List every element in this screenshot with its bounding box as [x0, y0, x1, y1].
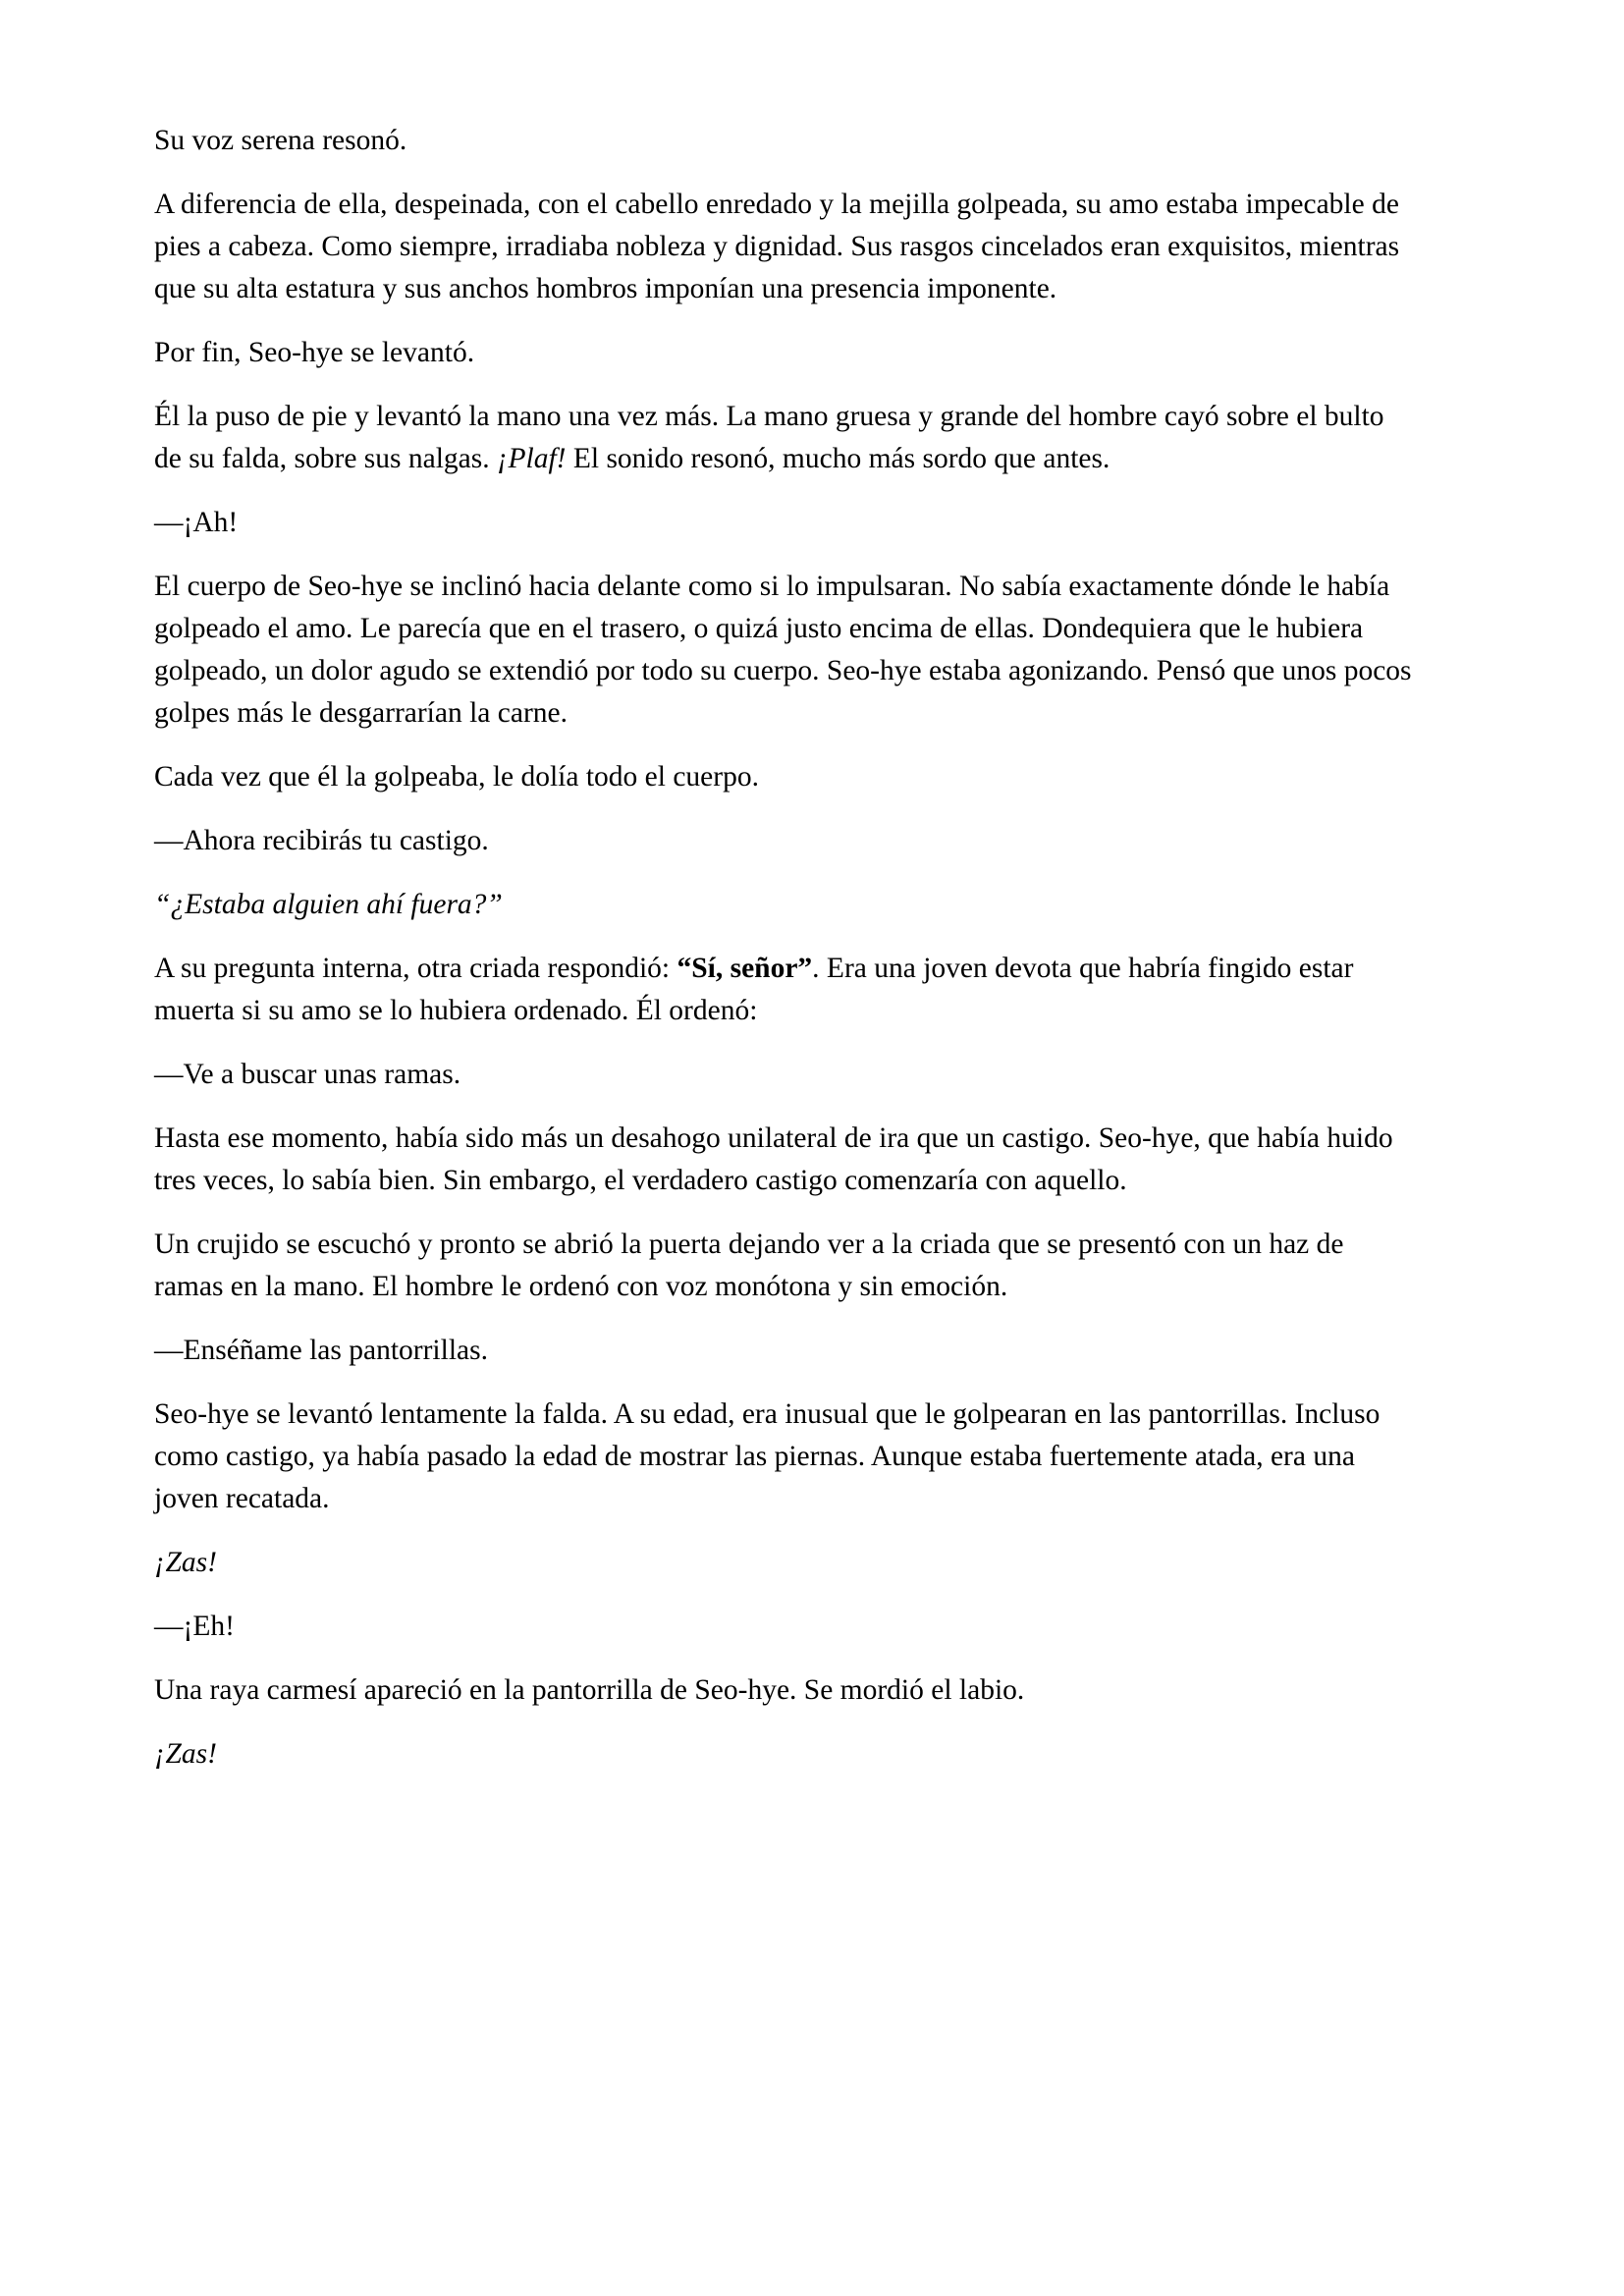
sound-effect-zas-1: ¡Zas! — [154, 1547, 217, 1578]
paragraph-1: Su voz serena resonó. — [154, 125, 407, 156]
inner-thought-estaba-alguien: “¿Estaba alguien ahí fuera?” — [154, 889, 503, 920]
paragraph-4-run-1: Él la puso de pie y levantó la mano una vez más. La mano gruesa y grande del hombre cayó sobre el bulto de su falda, sobre sus nalgas. — [154, 401, 1384, 474]
paragraph-4-run-3: El sonido resonó, mucho más sordo que antes. — [566, 443, 1110, 474]
dialogue-line-ah: —¡Ah! — [154, 507, 239, 538]
sound-effect-zas-2: ¡Zas! — [154, 1738, 217, 1770]
quoted-reply-si-senor: “Sí, señor” — [677, 953, 813, 984]
paragraph-15: Seo-hye se levantó lentamente la falda. A su edad, era inusual que le golpearan en las pantorrillas. Incluso como castigo, ya había pasado la edad de mostrar las piernas. Aunque estaba fuertemente atada, era una joven recatada. — [154, 1398, 1380, 1514]
dialogue-line-eh: —¡Eh! — [154, 1611, 235, 1642]
paragraph-10-run-3: . Era una joven devota que habría fingido estar muerta si su amo se lo hubiera ordenado. Él ordenó: — [154, 953, 1354, 1026]
sound-effect-plaf: ¡Plaf! — [497, 443, 567, 474]
paragraph-10-run-1: A su pregunta interna, otra criada respondió: — [154, 953, 677, 984]
document-text-column — [154, 120, 1416, 1776]
paragraph-2: A diferencia de ella, despeinada, con el cabello enredado y la mejilla golpeada, su amo estaba impecable de pies a cabeza. Como siempre, irradiaba nobleza y dignidad. Sus rasgos cincelados eran exquisitos, mientras que su alta estatura y sus anchos hombros imponían una presencia imponente. — [154, 189, 1400, 304]
paragraph-12: Hasta ese momento, había sido más un desahogo unilateral de ira que un castigo. Seo-hye, que había huido tres veces, lo sabía bien. Sin embargo, el verdadero castigo comenzaría con aquello. — [154, 1122, 1393, 1196]
dialogue-line-castigo: —Ahora recibirás tu castigo. — [154, 825, 489, 856]
paragraph-13: Un crujido se escuchó y pronto se abrió la puerta dejando ver a la criada que se presentó con un haz de ramas en la mano. El hombre le ordenó con voz monótona y sin emoción. — [154, 1229, 1344, 1302]
paragraph-18: Una raya carmesí apareció en la pantorrilla de Seo-hye. Se mordió el labio. — [154, 1674, 1025, 1706]
paragraph-7: Cada vez que él la golpeaba, le dolía todo el cuerpo. — [154, 761, 759, 793]
paragraph-10 — [154, 948, 1416, 1032]
paragraph-6: El cuerpo de Seo-hye se inclinó hacia delante como si lo impulsaran. No sabía exactamente dónde le había golpeado el amo. Le parecía que en el trasero, o quizá justo encima de ellas. Dondequiera que le hubiera golpeado, un dolor agudo se extendió por todo su cuerpo. Seo-hye estaba agonizando. Pensó que unos pocos golpes más le desgarrarían la carne. — [154, 571, 1412, 729]
paragraph-4 — [154, 396, 1416, 480]
paragraph-3: Por fin, Seo-hye se levantó. — [154, 337, 475, 368]
dialogue-line-pantorrillas: —Enséñame las pantorrillas. — [154, 1335, 488, 1366]
dialogue-line-ramas: —Ve a buscar unas ramas. — [154, 1059, 461, 1090]
